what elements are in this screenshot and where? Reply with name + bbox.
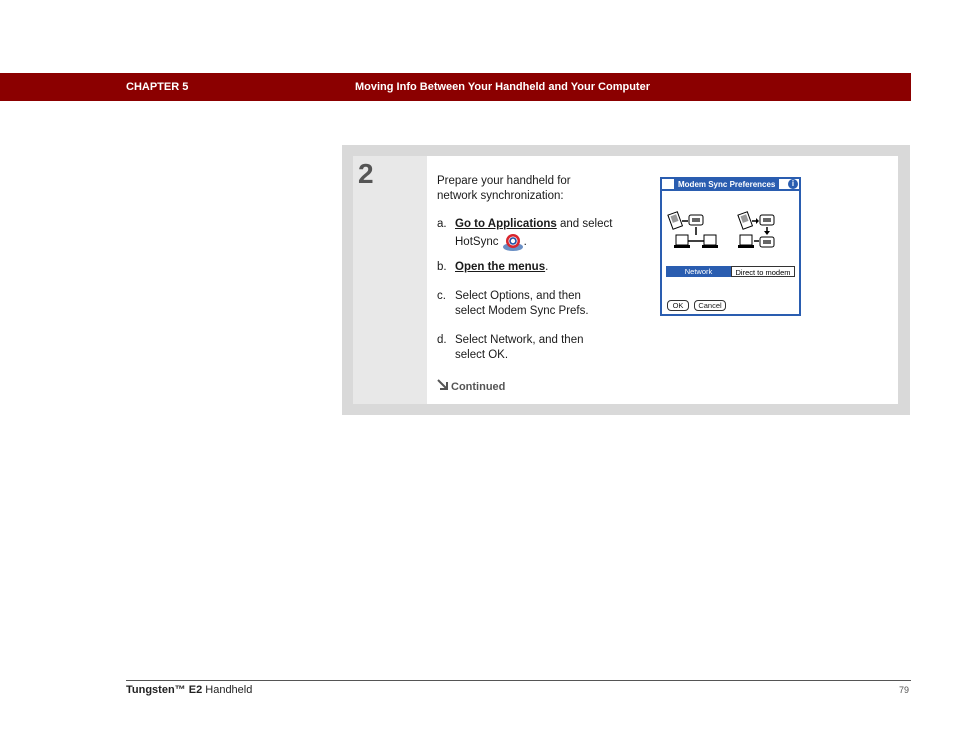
modem-sync-preferences-screen [660, 177, 801, 316]
continued-link[interactable] [437, 379, 505, 393]
network-option[interactable]: Network [666, 266, 731, 277]
step-intro-line2: network synchronization: [437, 190, 564, 202]
step-intro-line1: Prepare your handheld for [437, 175, 571, 187]
continued-label: Continued [451, 381, 506, 393]
substep-c-line2: select Modem Sync Prefs. [455, 305, 589, 317]
footer-rule [126, 680, 911, 681]
substep-d-label: d. [437, 334, 447, 346]
cancel-button[interactable]: Cancel [694, 300, 726, 311]
open-the-menus-link[interactable]: Open the menus [455, 261, 546, 273]
footer-product [126, 684, 252, 696]
ok-button[interactable]: OK [667, 300, 689, 311]
sync-diagram-icon [666, 207, 796, 257]
direct-to-modem-option[interactable]: Direct to modem [731, 266, 795, 277]
substep-d [437, 333, 584, 363]
substep-d-line2: select OK. [455, 349, 509, 361]
step-number: 2 [358, 158, 374, 189]
substep-a-text3: . [523, 236, 527, 249]
substep-c-line1: Select Options, and then [455, 290, 581, 302]
hotsync-icon [502, 232, 524, 252]
substep-a [437, 217, 612, 232]
substep-c [437, 289, 589, 319]
page-number: 79 [899, 685, 910, 695]
substep-b [437, 260, 548, 275]
substep-a-line2 [455, 232, 527, 252]
arrow-down-right-icon [437, 379, 451, 393]
info-icon[interactable]: i [788, 179, 798, 189]
footer-product-name: Tungsten™ E2 [126, 684, 203, 696]
footer-product-suffix: Handheld [202, 684, 253, 696]
substep-a-text1: and select [556, 218, 613, 230]
substep-c-label: c. [437, 290, 446, 302]
substep-a-text2: HotSync [455, 236, 499, 249]
chapter-title: Moving Info Between Your Handheld and Your Computer [355, 81, 650, 93]
palm-title: Modem Sync Preferences [674, 179, 779, 190]
substep-d-line1: Select Network, and then [455, 334, 584, 346]
step-intro [437, 174, 571, 204]
chapter-label: CHAPTER 5 [126, 81, 189, 93]
palm-title-bar [662, 179, 799, 191]
substep-a-label: a. [437, 218, 447, 230]
substep-b-text: . [545, 261, 549, 273]
step-number-column [353, 156, 427, 404]
go-to-applications-link[interactable]: Go to Applications [455, 218, 557, 230]
substep-b-label: b. [437, 261, 447, 273]
